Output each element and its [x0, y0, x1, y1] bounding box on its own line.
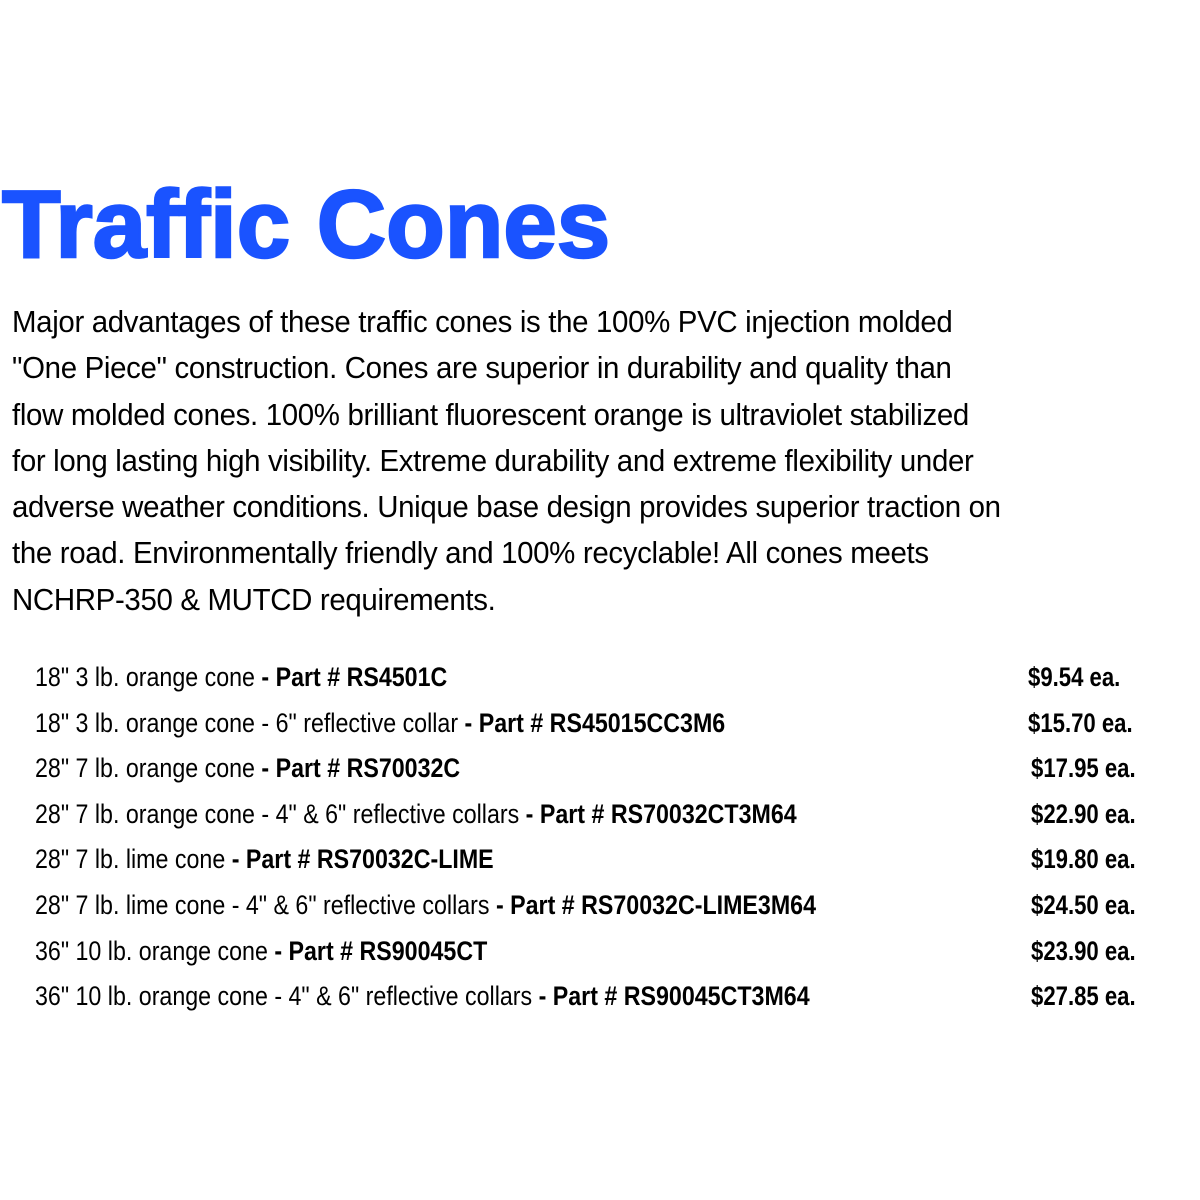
product-description [12, 299, 1200, 623]
part-number: - Part # RS70032CT3M64 [525, 798, 797, 829]
product-row [35, 746, 1195, 792]
product-description-text: 18" 3 lb. orange cone - 6" reflective collar [35, 707, 465, 738]
product-row [35, 883, 1195, 929]
description-line: the road. Environmentally friendly and 100% recyclable! All cones meets [12, 536, 929, 571]
product-price: $15.70 ea. [1028, 707, 1133, 738]
product-row [35, 792, 1195, 838]
product-row [35, 701, 1195, 747]
part-number: - Part # RS70032C-LIME [231, 844, 494, 875]
product-description-text: 28" 7 lb. lime cone - 4" & 6" reflective collars [35, 889, 496, 920]
product-item [35, 701, 725, 747]
product-item [35, 655, 447, 701]
product-price: $24.50 ea. [1031, 889, 1136, 920]
product-row [35, 974, 1195, 1020]
product-price: $22.90 ea. [1031, 798, 1136, 829]
product-item [35, 792, 797, 838]
product-description-text: 28" 7 lb. orange cone [35, 753, 262, 784]
product-price: $19.80 ea. [1031, 844, 1136, 875]
product-row [35, 837, 1195, 883]
product-item [35, 929, 487, 975]
product-row [35, 655, 1195, 701]
product-price: $9.54 ea. [1028, 662, 1121, 692]
description-line: NCHRP-350 & MUTCD requirements. [12, 582, 496, 617]
description-line: for long lasting high visibility. Extreme durability and extreme flexibility under [12, 443, 974, 478]
product-price-list [35, 655, 1195, 1020]
description-line: Major advantages of these traffic cones is the 100% PVC injection molded [12, 305, 953, 339]
part-number: - Part # RS45015CC3M6 [464, 707, 726, 738]
part-number: - Part # RS70032C-LIME3M64 [495, 889, 817, 920]
page-title: Traffic Cones [2, 171, 611, 278]
product-description-text: 28" 7 lb. lime cone [35, 844, 232, 875]
product-description-text: 36" 10 lb. orange cone [35, 935, 275, 966]
part-number: - Part # RS90045CT [274, 935, 488, 966]
product-item [35, 883, 816, 929]
product-description-text: 36" 10 lb. orange cone - 4" & 6" reflective collars [35, 981, 539, 1012]
product-item [35, 974, 810, 1020]
description-line: "One Piece" construction. Cones are superior in durability and quality than [12, 351, 952, 386]
part-number: - Part # RS90045CT3M64 [538, 981, 810, 1012]
part-number: - Part # RS4501C [261, 662, 448, 692]
description-line: flow molded cones. 100% brilliant fluorescent orange is ultraviolet stabilized [12, 397, 969, 432]
part-number: - Part # RS70032C [261, 753, 461, 784]
product-price: $23.90 ea. [1031, 935, 1136, 966]
product-price: $27.85 ea. [1031, 981, 1136, 1012]
product-row [35, 929, 1195, 975]
product-price: $17.95 ea. [1031, 753, 1136, 784]
product-description-text: 18" 3 lb. orange cone [35, 662, 262, 692]
description-line: adverse weather conditions. Unique base design provides superior traction on [12, 490, 1001, 525]
product-description-text: 28" 7 lb. orange cone - 4" & 6" reflective collars [35, 798, 526, 829]
product-item [35, 746, 460, 792]
product-item [35, 837, 494, 883]
